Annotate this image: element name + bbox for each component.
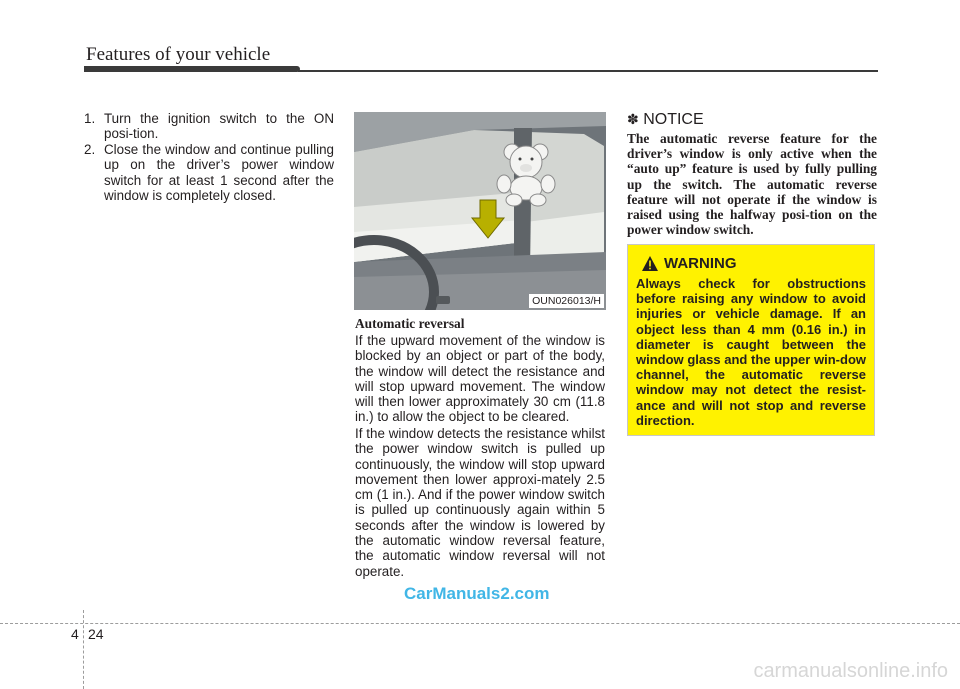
- notice-title: NOTICE: [643, 111, 704, 128]
- warning-body: Always check for obstructions before raising any window to avoid injuries or vehicle damage. If an object less than 4 mm (0.16 in.) in diameter is caught between the window glass and the upper win-dow channel, the automatic reverse window may not detect the resist-ance and will not stop and reverse direction.: [636, 276, 866, 428]
- notice-star-icon: ✽: [627, 111, 639, 127]
- step-item: [84, 142, 334, 204]
- header-rule-thick: [84, 66, 300, 72]
- footer-vertical-rule: [83, 610, 84, 689]
- instruction-steps: [84, 111, 334, 203]
- page-header-title: Features of your vehicle: [86, 44, 271, 65]
- auto-reverse-paragraph-2: If the window detects the resistance whilst the power window switch is pulled up continuously, the window will stop upward movement then lower approxi-mately 2.5 cm (1 in.). And if the power window switch is pulled up continuously again within 5 seconds after the window is lowered by the automatic window reversal feature, the automatic window reversal will not operate.: [355, 426, 605, 579]
- step-number: 1.: [84, 111, 96, 126]
- notice-heading: [627, 111, 704, 129]
- page-section-number: 4: [71, 626, 79, 642]
- watermark-corner: carmanualsonline.info: [753, 660, 948, 682]
- notice-body: The automatic reverse feature for the driver’s window is only active when the “auto up” feature is used by fully pulling up the switch. The automatic reverse feature will not operate if the window is raised using the halfway posi-tion on the power window switch.: [627, 131, 877, 238]
- warning-title: WARNING: [664, 255, 737, 272]
- section-caption: Automatic reversal: [355, 316, 465, 331]
- car-interior-picture: [354, 112, 606, 310]
- auto-reverse-paragraph-1: If the upward movement of the window is blocked by an object or part of the body, the window will detect the resistance and will stop upward movement. The window will then lower approximately 30 cm (11.8 in.) to allow the object to be cleared.: [355, 333, 605, 425]
- page-number: 24: [88, 626, 104, 642]
- watermark-center: CarManuals2.com: [404, 584, 550, 603]
- step-number: 2.: [84, 141, 96, 157]
- step-item: [84, 111, 334, 142]
- header-rule-thin: [298, 70, 878, 72]
- step-text: Close the window and continue pulling up on the driver’s power window switch for at least 1 second after the window is completely closed.: [104, 141, 334, 204]
- step-text: Turn the ignition switch to the ON posi-tion.: [104, 111, 334, 142]
- warning-triangle-icon: [642, 256, 658, 271]
- warning-header: [642, 255, 866, 272]
- window-illustration: [354, 112, 606, 310]
- warning-box: [627, 244, 875, 436]
- footer-rule: [0, 623, 960, 624]
- figure-label: OUN026013/H: [529, 294, 604, 308]
